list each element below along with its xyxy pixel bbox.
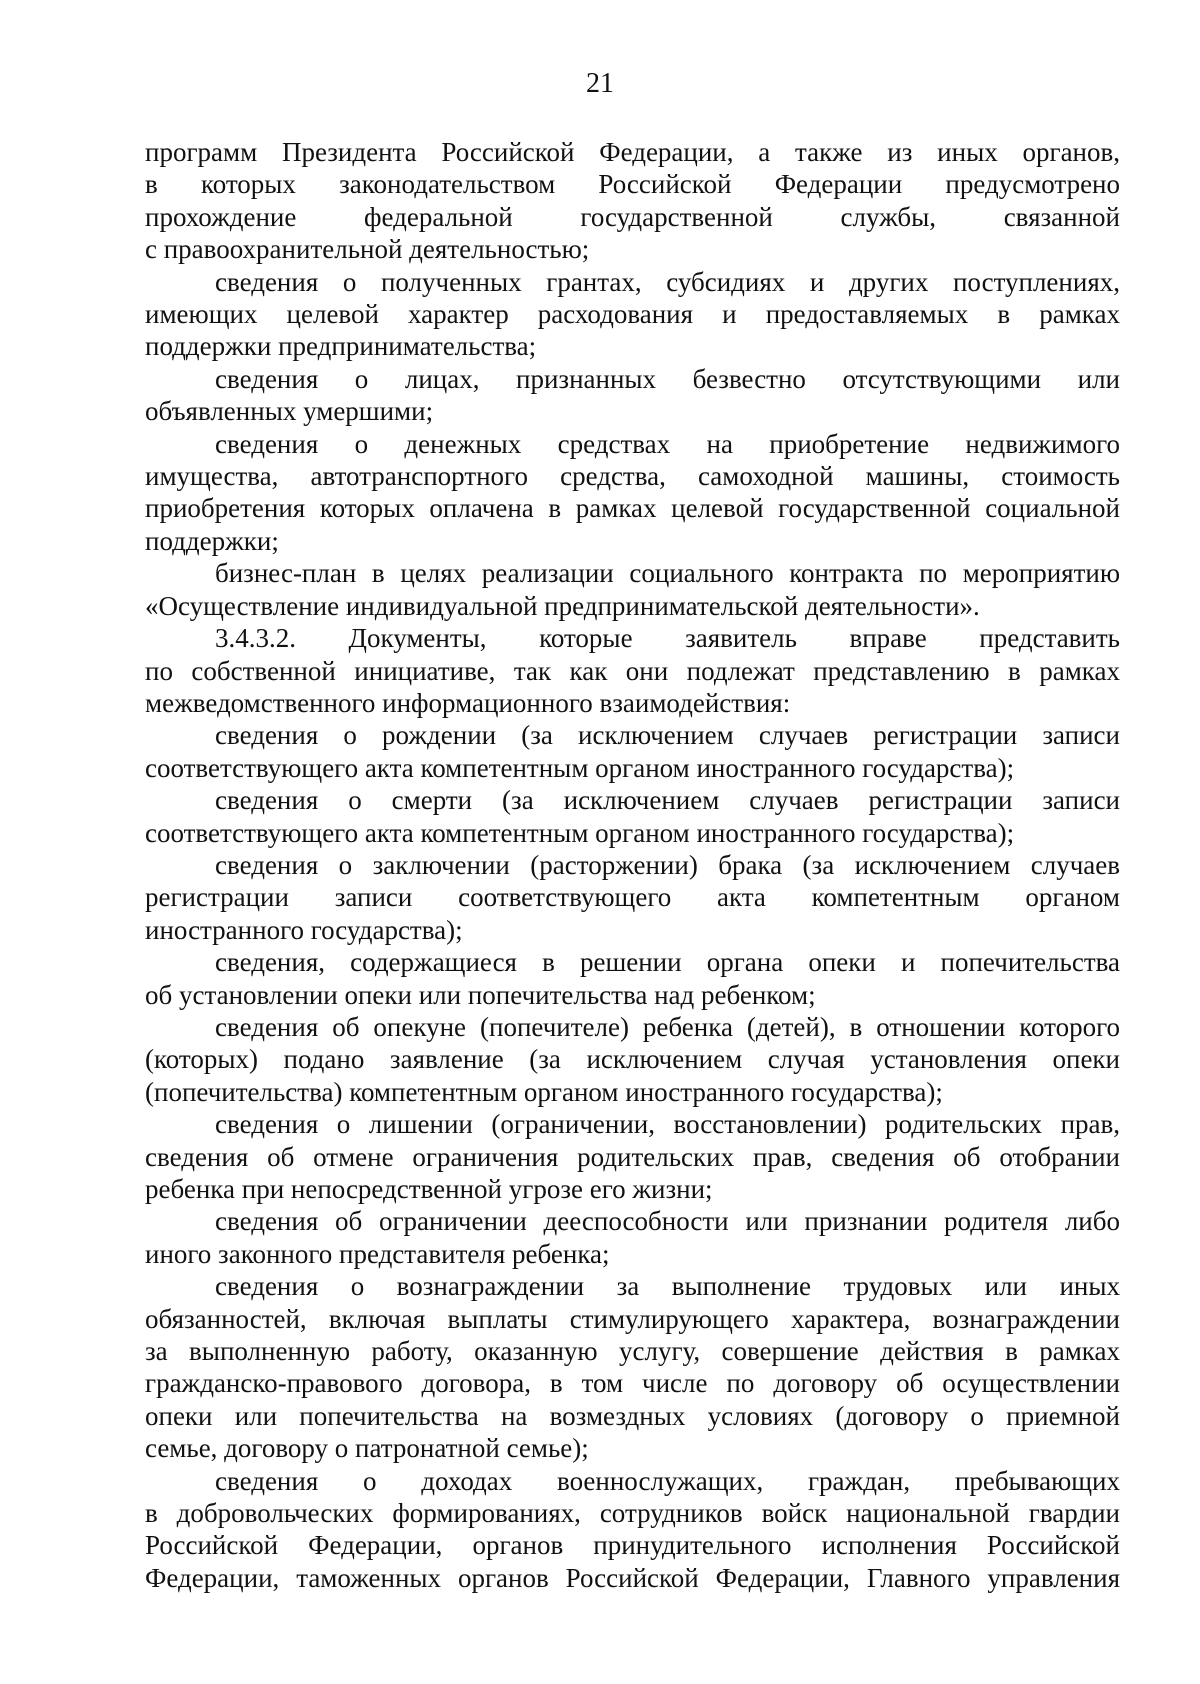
- paragraph: [145, 1011, 1120, 1108]
- text-line: сведения, содержащиеся в решении органа опеки и попечительства: [215, 947, 1120, 978]
- paragraph: [145, 1108, 1120, 1205]
- text-line: обязанностей, включая выплаты стимулирующего характера, вознаграждении: [145, 1303, 1120, 1334]
- document-body: [145, 136, 1120, 1594]
- page-number: 21: [586, 68, 614, 99]
- paragraph: [145, 363, 1120, 428]
- text-line: за выполненную работу, оказанную услугу, совершение действия в рамках: [145, 1336, 1120, 1367]
- text-line: поддержки;: [145, 525, 279, 556]
- text-line: (которых) подано заявление (за исключением случая установления опеки: [145, 1044, 1120, 1075]
- text-line: сведения о полученных грантах, субсидиях и других поступлениях,: [215, 266, 1120, 297]
- text-line: соответствующего акта компетентным органом иностранного государства);: [145, 817, 1015, 848]
- text-line: регистрации записи соответствующего акта компетентным органом: [145, 882, 1120, 913]
- text-line: сведения о лишении (ограничении, восстановлении) родительских прав,: [215, 1109, 1120, 1140]
- text-line: об установлении опеки или попечительства над ребенком;: [145, 979, 816, 1010]
- text-line: прохождение федеральной государственной службы, связанной: [145, 201, 1120, 232]
- paragraph: [145, 1270, 1120, 1464]
- text-line: иностранного государства);: [145, 914, 463, 945]
- text-line: поддержки предпринимательства;: [145, 331, 537, 362]
- text-line: в которых законодательством Российской Федерации предусмотрено: [145, 169, 1120, 200]
- paragraph: [145, 266, 1120, 363]
- text-line: имущества, автотранспортного средства, самоходной машины, стоимость: [145, 461, 1120, 492]
- text-line: сведения об отмене ограничения родительских прав, сведения об отобрании: [145, 1141, 1120, 1172]
- text-line: сведения о заключении (расторжении) брака (за исключением случаев: [215, 849, 1120, 880]
- text-line: сведения об ограничении дееспособности или признании родителя либо: [215, 1206, 1120, 1237]
- text-line: в добровольческих формированиях, сотрудников войск национальной гвардии: [145, 1498, 1120, 1529]
- text-line: семье, договору о патронатной семье);: [145, 1433, 589, 1464]
- text-line: Российской Федерации, органов принудительного исполнения Российской: [145, 1530, 1120, 1561]
- text-line: приобретения которых оплачена в рамках целевой государственной социальной: [145, 493, 1120, 524]
- paragraph: [145, 849, 1120, 946]
- paragraph: [145, 1465, 1120, 1595]
- paragraph: [145, 784, 1120, 849]
- text-line: программ Президента Российской Федерации, а также из иных органов,: [145, 137, 1120, 167]
- paragraph: [145, 946, 1120, 1011]
- text-line: опеки или попечительства на возмездных условиях (договору о приемной: [145, 1400, 1120, 1431]
- text-line: «Осуществление индивидуальной предпринимательской деятельности».: [145, 590, 980, 621]
- text-line: (попечительства) компетентным органом иностранного государства);: [145, 1076, 943, 1107]
- text-line: иного законного представителя ребенка;: [145, 1238, 610, 1269]
- text-line: бизнес-план в целях реализации социального контракта по мероприятию: [215, 558, 1120, 589]
- paragraph: [145, 428, 1120, 558]
- text-line: сведения о доходах военнослужащих, граждан, пребывающих: [215, 1465, 1120, 1496]
- text-line: сведения о лицах, признанных безвестно отсутствующими или: [215, 363, 1120, 394]
- text-line: с правоохранительной деятельностью;: [145, 234, 590, 265]
- text-line: Федерации, таможенных органов Российской Федерации, Главного управления: [145, 1562, 1120, 1593]
- text-line: объявленных умершими;: [145, 396, 434, 427]
- text-line: сведения о вознаграждении за выполнение трудовых или иных: [215, 1271, 1120, 1302]
- paragraph: [145, 1205, 1120, 1270]
- text-line: имеющих целевой характер расходования и предоставляемых в рамках: [145, 299, 1120, 330]
- text-line: сведения о денежных средствах на приобретение недвижимого: [215, 428, 1120, 459]
- text-line: ребенка при непосредственной угрозе его жизни;: [145, 1174, 713, 1204]
- paragraph: [145, 557, 1120, 622]
- text-line: 3.4.3.2. Документы, которые заявитель вправе представить: [215, 623, 1120, 654]
- text-line: сведения о рождении (за исключением случаев регистрации записи: [215, 720, 1120, 751]
- paragraph: [145, 622, 1120, 719]
- text-line: соответствующего акта компетентным органом иностранного государства);: [145, 752, 1015, 783]
- text-line: межведомственного информационного взаимодействия:: [145, 687, 791, 718]
- text-line: сведения об опекуне (попечителе) ребенка (детей), в отношении которого: [215, 1011, 1120, 1042]
- paragraph: [145, 719, 1120, 784]
- text-line: по собственной инициативе, так как они подлежат представлению в рамках: [145, 655, 1120, 686]
- text-line: сведения о смерти (за исключением случаев регистрации записи: [215, 785, 1120, 816]
- paragraph: [145, 136, 1120, 266]
- text-line: гражданско-правового договора, в том числе по договору об осуществлении: [145, 1368, 1120, 1399]
